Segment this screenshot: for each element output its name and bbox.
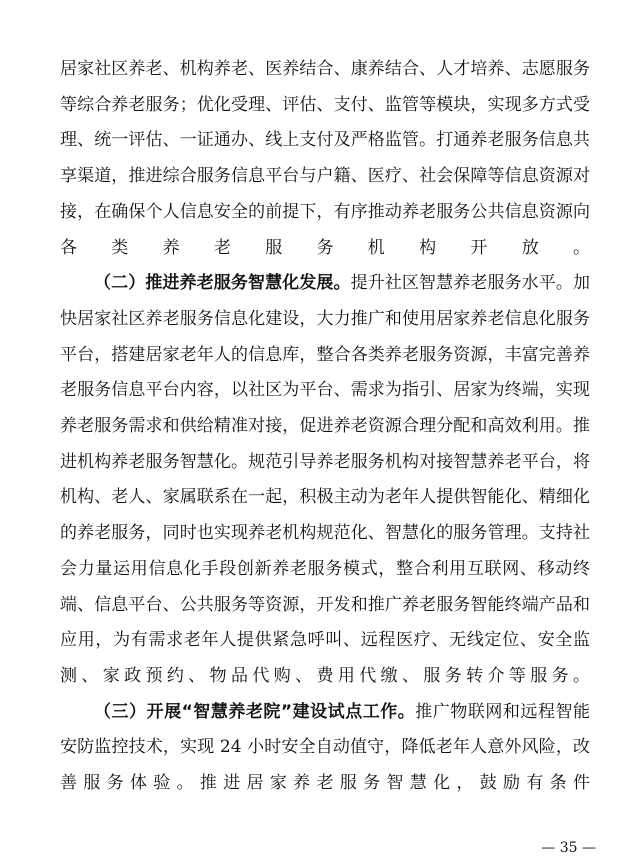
page-number: — 35 — xyxy=(541,840,596,856)
paragraph-1-text: 居家社区养老、机构养老、医养结合、康养结合、人才培养、志愿服务等综合养老服务；优化受理、评估、支付、监管等模块，实现多方式受理、统一评估、一证通办、线上支付及严格监管。打通养老服务信息共享渠道，推进综合服务信息平台与户籍、医疗、社会保障等信息资源对接，在确保个人信息安全的前提下，有序推动养老服务公共信息资源向各类养老服务机构开放。 xyxy=(60,59,590,258)
paragraph-2-text: 提升社区智慧养老服务水平。加快居家社区养老服务信息化建设，大力推广和使用居家养老信息化服务平台，搭建居家老年人的信息库，整合各类养老服务资源，丰富完善养老服务信息平台内容，以社区为平台、需求为指引、居家为终端，实现养老服务需求和供给精准对接，促进养老资源合理分配和高效利用。推进机构养老服务智慧化。规范引导养老服务机构对接智慧养老平台，将机构、老人、家属联系在一起，积极主动为老年人提供智能化、精细化的养老服务，同时也实现养老机构规范化、智慧化的服务管理。支持社会力量运用信息化手段创新养老服务模式，整合利用互联网、移动终端、信息平台、公共服务等资源，开发和推广养老服务智能终端产品和应用，为有需求老年人提供紧急呼叫、远程医疗、无线定位、安全监测、家政预约、物品代购、费用代缴、服务转介等服务。 xyxy=(60,273,591,686)
paragraph-3 xyxy=(60,695,590,802)
paragraph-1 xyxy=(60,52,590,266)
body-text xyxy=(60,52,590,802)
paragraph-2-heading: （二）推进养老服务智慧化发展。 xyxy=(94,273,351,294)
paragraph-3-text: 推广物联网和远程智能安防监控技术，实现 24 小时安全自动值守，降低老年人意外风险，改善服务体验。推进居家养老服务智慧化，鼓励有条件 xyxy=(60,701,590,794)
paragraph-2 xyxy=(60,266,590,694)
paragraph-3-heading: （三）开展“智慧养老院”建设试点工作。 xyxy=(94,701,416,722)
